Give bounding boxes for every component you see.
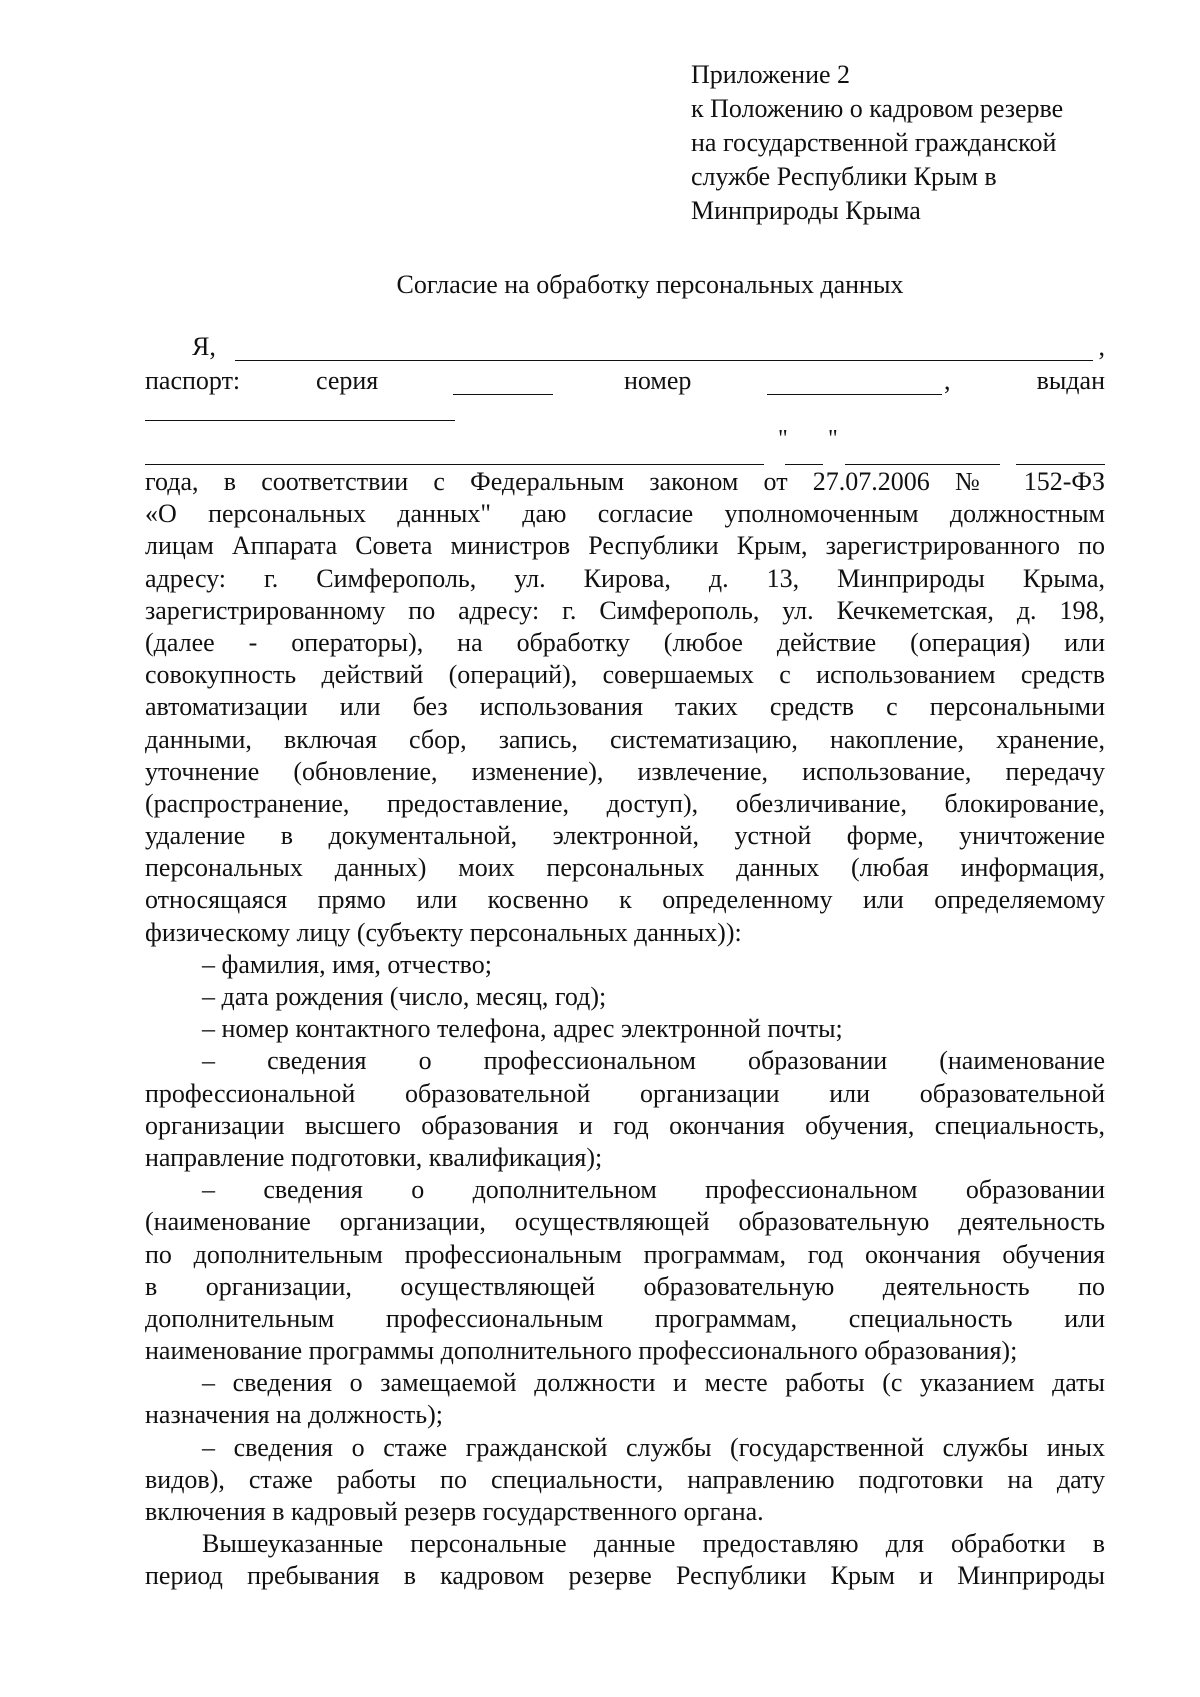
- paragraph-line: автоматизации или без использования таких средств с персональными: [145, 692, 1105, 722]
- list-item-line: организации высшего образования и год окончания обучения, специальность,: [145, 1110, 1105, 1140]
- series-field[interactable]: [453, 394, 553, 395]
- paragraph-line: адресу: г. Симферополь, ул. Кирова, д. 13, Минприроды Крыма,: [145, 563, 1105, 593]
- list-item-line: включения в кадровый резерв государственного органа.: [145, 1497, 764, 1526]
- list-item-line: (наименование организации, осуществляющей образовательную деятельность: [145, 1207, 1105, 1237]
- final-paragraph: [145, 1528, 1105, 1592]
- list-item-line: – сведения о замещаемой должности и месте работы (с указанием даты: [202, 1368, 1105, 1398]
- list-item-line: видов), стаже работы по специальности, направлению подготовки на дату: [145, 1464, 1105, 1494]
- header-line: к Положению о кадровом резерве: [691, 94, 1064, 123]
- paragraph-line: уточнение (обновление, изменение), извлечение, использование, передачу: [145, 756, 1105, 786]
- list-item-line: дополнительным профессиональным программам, специальность или: [145, 1303, 1105, 1333]
- consent-paragraph: [145, 466, 1105, 949]
- paragraph-line: (далее - операторы), на обработку (любое действие (операция) или: [145, 627, 1105, 657]
- issued-label: выдан: [1036, 366, 1105, 395]
- paragraph-line: «О персональных данных" даю согласие уполномоченным должностным: [145, 499, 1105, 529]
- issued-by-field[interactable]: [145, 420, 455, 421]
- list-item: [145, 1174, 1105, 1367]
- list-item-line: – сведения о дополнительном профессиональном образовании: [202, 1175, 1105, 1205]
- paragraph-line: совокупность действий (операций), совершаемых с использованием средств: [145, 660, 1105, 690]
- list-item-line: направление подготовки, квалификация);: [145, 1142, 603, 1172]
- list-item-line: по дополнительным профессиональным программам, год окончания обучения: [145, 1239, 1105, 1269]
- passport-row: [145, 364, 1105, 398]
- paragraph-line: удаление в документальной, электронной, устной форме, уничтожение: [145, 821, 1105, 851]
- series-label: серия: [316, 366, 379, 395]
- paragraph-line: зарегистрированному по адресу: г. Симферополь, ул. Кечкеметская, д. 198,: [145, 595, 1105, 625]
- paragraph-line: года, в соответствии с Федеральным законом от 27.07.2006 № 152-ФЗ: [145, 467, 1105, 496]
- header-line: Приложение 2: [691, 60, 851, 89]
- number-field[interactable]: [767, 394, 942, 395]
- full-name-field[interactable]: [235, 360, 1093, 361]
- list-item: [145, 1432, 1105, 1529]
- paragraph-line: лицам Аппарата Совета министров Республики Крым, зарегистрированного по: [145, 531, 1105, 561]
- header-line: Минприроды Крыма: [691, 196, 921, 225]
- ya-label: Я,: [192, 332, 216, 361]
- issued-by-field-2[interactable]: [145, 464, 764, 465]
- issue-date-row: [145, 426, 1105, 466]
- consent-body: [145, 330, 1105, 1593]
- list-item-line: профессиональной образовательной организации или образовательной: [145, 1078, 1105, 1108]
- paragraph-line: персональных данных) моих персональных данных (любая информация,: [145, 853, 1105, 883]
- number-label: номер: [624, 366, 692, 395]
- list-item: [145, 1045, 1105, 1174]
- paragraph-line: данными, включая сбор, запись, систематизацию, накопление, хранение,: [145, 724, 1105, 754]
- document-title: Согласие на обработку персональных данных: [396, 270, 904, 299]
- day-field[interactable]: [785, 464, 823, 465]
- quote-close: ": [828, 426, 838, 452]
- paragraph-line: Вышеуказанные персональные данные предоставляю для обработки в: [202, 1529, 1105, 1559]
- list-item-line: назначения на должность);: [145, 1400, 444, 1430]
- list-item-line: наименование программы дополнительного профессионального образования);: [145, 1336, 1018, 1366]
- appendix-header: [691, 58, 1121, 228]
- list-item: – номер контактного телефона, адрес электронной почты;: [202, 1014, 843, 1044]
- list-item-line: – сведения о стаже гражданской службы (государственной службы иных: [202, 1432, 1105, 1462]
- list-item-line: в организации, осуществляющей образовательную деятельность по: [145, 1271, 1105, 1301]
- list-item: – фамилия, имя, отчество;: [202, 949, 492, 979]
- data-items-list: [145, 949, 1105, 1528]
- header-line: на государственной гражданской: [691, 128, 1057, 157]
- header-line: службе Республики Крым в: [691, 162, 997, 191]
- comma: ,: [1098, 332, 1105, 361]
- quote-open: ": [778, 426, 788, 452]
- name-row: [145, 330, 1105, 364]
- list-item-line: – сведения о профессиональном образовании (наименование: [202, 1046, 1105, 1076]
- paragraph-line: относящаяся прямо или косвенно к определенному или определяемому: [145, 885, 1105, 915]
- year-field[interactable]: [1016, 464, 1105, 465]
- list-item: – дата рождения (число, месяц, год);: [202, 982, 607, 1011]
- month-field[interactable]: [845, 464, 1000, 465]
- paragraph-line: (распространение, предоставление, доступ), обезличивание, блокирование,: [145, 788, 1105, 818]
- passport-label: паспорт:: [145, 366, 241, 395]
- list-item: [145, 1367, 1105, 1431]
- paragraph-line: физическому лицу (субъекту персональных данных)):: [145, 917, 742, 947]
- paragraph-line: период пребывания в кадровом резерве Республики Крым и Минприроды: [145, 1561, 1105, 1591]
- comma: ,: [944, 366, 951, 395]
- issued-by-row: [145, 398, 1105, 432]
